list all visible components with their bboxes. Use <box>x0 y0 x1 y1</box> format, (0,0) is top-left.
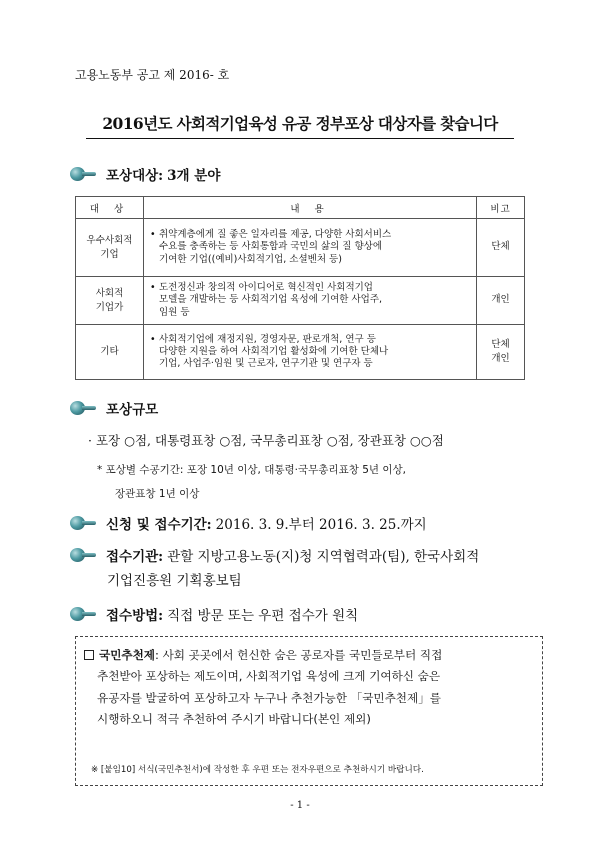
section-bullet-icon <box>70 516 96 530</box>
recommendation-body: 국민추천제: 사회 곳곳에서 헌신한 숨은 공로자를 국민들로부터 직접 추천받아 포상하는 제도이며, 사회적기업 육성에 크게 기여하신 숨은 유공자를 발굴하여 포상하고자 누구나 추천가능한 「국민추천제」를 시행하오니 적극 추천하여 주시기 바랍니다(본인 제외) <box>84 645 442 730</box>
bullet-dot-icon: • <box>150 333 156 345</box>
note-cell: 단체 <box>477 219 525 277</box>
section-value: 관할 지방고용노동(지)청 지역협력과(팀), 한국사회적 <box>167 549 480 565</box>
document-title-block <box>86 112 514 139</box>
category-cell: 사회적 기업가 <box>76 277 144 325</box>
award-fields-table <box>75 196 525 380</box>
content-cell: • 도전정신과 창의적 아이디어로 혁신적인 사회적기업 모델을 개발하는 등 사회적기업 육성에 기여한 사업주, 임원 등 <box>144 277 477 325</box>
table-header-row <box>76 197 525 219</box>
note-cell: 단체 개인 <box>477 325 525 380</box>
section-method <box>70 604 358 624</box>
checkbox-icon <box>84 650 94 660</box>
section-bullet-icon <box>70 401 96 415</box>
section-label: 접수기관: <box>106 549 164 565</box>
section-label: 포상규모 <box>106 402 159 418</box>
table-row <box>76 277 525 325</box>
content-cell: • 사회적기업에 재정지원, 경영자문, 판로개척, 연구 등 다양한 지원을 하여 사회적기업 활성화에 기여한 단체나 기업, 사업주·임원 및 근로자, 연구기관 및 연구자 등 <box>144 325 477 380</box>
section-receiving-org <box>70 545 479 565</box>
section-bullet-icon <box>70 607 96 621</box>
section-value: 3개 분야 <box>167 168 221 184</box>
recommendation-label: 국민추천제 <box>99 648 155 662</box>
award-scale-note: * 포상별 수공기간: 포장 10년 이상, 대통령·국무총리표창 5년 이상, 장관표창 1년 이상 <box>97 464 406 500</box>
section-label: 포상대상: <box>106 168 164 184</box>
page-number: - 1 - <box>290 800 310 811</box>
table-row <box>76 219 525 277</box>
section-label: 접수방법: <box>106 608 164 624</box>
section-bullet-icon <box>70 167 96 181</box>
award-scale-text: · 포장 ○점, 대통령표창 ○점, 국무총리표창 ○점, 장관표창 ○○점 <box>88 433 444 448</box>
recommendation-box <box>75 636 543 786</box>
recommendation-note: ※ [붙임10] 서식(국민추천서)에 작성한 후 우편 또는 전자우편으로 추천하시기 바랍니다. <box>91 765 424 775</box>
table-header: 대 상 <box>76 197 144 219</box>
section-bullet-icon <box>70 548 96 562</box>
content-cell: • 취약계층에게 질 좋은 일자리를 제공, 다양한 사회서비스 수요를 충족하는 등 사회통합과 국민의 삶의 질 향상에 기여한 기업((예비)사회적기업, 소셜벤처 등) <box>144 219 477 277</box>
section-value-continued: 기업진흥원 기획홍보팀 <box>107 573 242 589</box>
notice-number: 고용노동부 공고 제 2016- 호 <box>75 68 230 82</box>
category-cell: 기타 <box>76 325 144 380</box>
category-cell: 우수사회적 기업 <box>76 219 144 277</box>
bullet-dot-icon: • <box>150 228 156 240</box>
section-award-targets <box>70 164 224 184</box>
note-cell: 개인 <box>477 277 525 325</box>
table-header: 비고 <box>477 197 525 219</box>
section-application-period <box>70 513 427 533</box>
table-row <box>76 325 525 380</box>
section-value: 직접 방문 또는 우편 접수가 원칙 <box>167 608 359 624</box>
bullet-dot-icon: • <box>150 282 156 293</box>
section-label: 신청 및 접수기간: <box>106 517 212 533</box>
table-header: 내 용 <box>144 197 477 219</box>
title-underline <box>86 138 514 139</box>
document-title: 2016년도 사회적기업육성 유공 정부포상 대상자를 찾습니다 <box>102 114 498 133</box>
section-value: 2016. 3. 9.부터 2016. 3. 25.까지 <box>215 517 427 533</box>
section-award-scale <box>70 398 162 418</box>
